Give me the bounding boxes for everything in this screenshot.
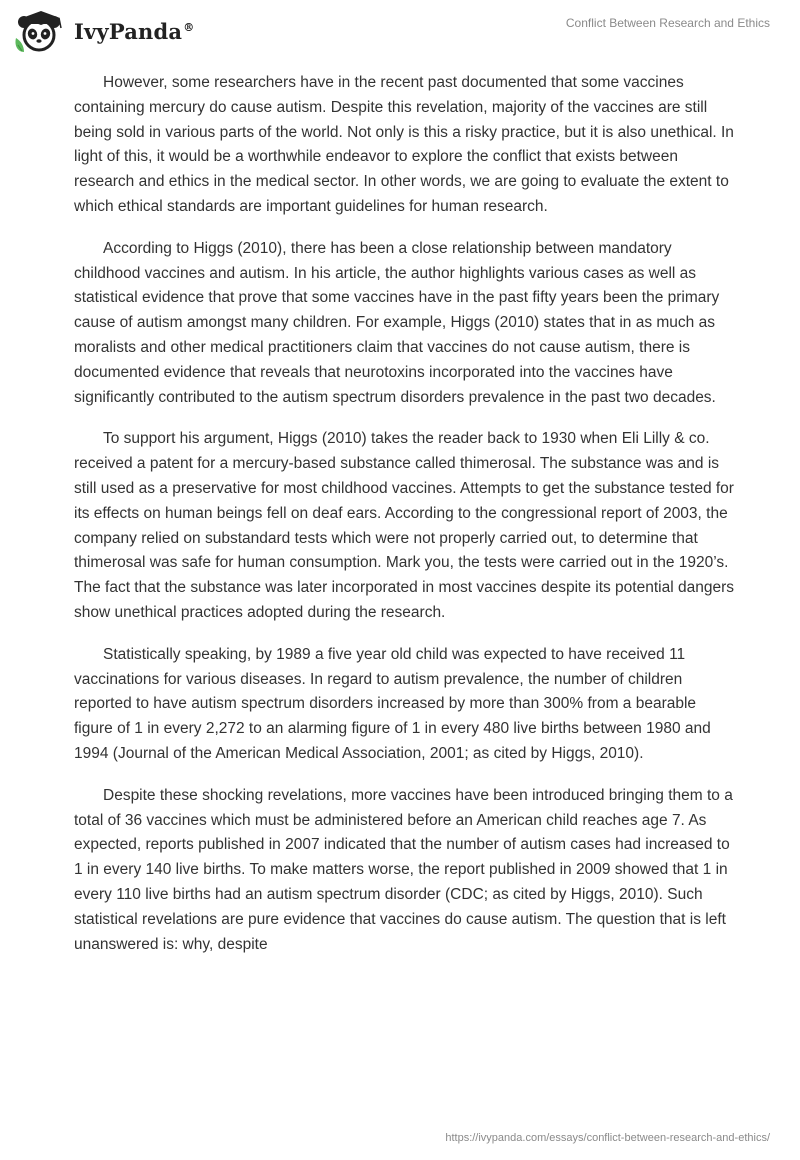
paragraph-1: However, some researchers have in the recent past documented that some vaccines containing mercury do cause autism. Despite this revelation, majority of the vaccines are still being sold in various parts of the world. Not only is this a risky practice, but it is also unethical. In light of this, it would be a worthwhile endeavor to explore the conflict that exists between research and ethics in the medical sector. In other words, we are going to evaluate the extent to which ethical standards are important guidelines for human research. (74, 74, 734, 215)
paragraph-5: Despite these shocking revelations, more vaccines have been introduced bringing them to a total of 36 vaccines which must be administered before an American child reaches age 7. As expected, reports published in 2007 indicated that the number of autism cases had increased to 1 in every 140 live births. To make matters worse, the report published in 2009 showed that 1 in every 110 live births had an autism spectrum disorder (CDC; as cited by Higgs, 2010). Such statistical revelations are pure evidence that vaccines do cause autism. The question that is left unanswered is: why, despite (74, 786, 733, 953)
brand-name: IvyPanda® (74, 18, 195, 44)
ivypanda-logo[interactable] (14, 8, 194, 54)
page-header (0, 0, 800, 60)
paragraph-4: Statistically speaking, by 1989 a five year old child was expected to have received 11 vaccinations for various diseases. In regard to autism prevalence, the number of children reported to have autism spectrum disorders increased by more than 300% from a bearable figure of 1 in every 2,272 to an alarming figure of 1 in every 480 live births between 1980 and 1994 (Journal of the American Medical Association, 2001; as cited by Higgs, 2010). (74, 645, 711, 762)
source-url[interactable]: https://ivypanda.com/essays/conflict-between-research-and-ethics/ (445, 1132, 770, 1144)
paragraph-2: According to Higgs (2010), there has been a close relationship between mandatory childhood vaccines and autism. In his article, the author highlights various cases as well as statistical evidence that prove that some vaccines have in the past fifty years been the primary cause of autism amongst many children. For example, Higgs (2010) states that in as much as moralists and other medical practitioners claim that vaccines do not cause autism, there is documented evidence that reveals that neurotoxins incorporated into the vaccines have significantly contributed to the autism spectrum disorders prevalence in the past two decades. (74, 239, 720, 406)
panda-graduate-icon (14, 8, 68, 54)
registered-mark: ® (183, 20, 195, 34)
document-title: Conflict Between Research and Ethics (565, 16, 770, 30)
article-body (74, 71, 734, 974)
paragraph-3: To support his argument, Higgs (2010) takes the reader back to 1930 when Eli Lilly & co. received a patent for a mercury-based substance called thimerosal. The substance was and is still used as a preservative for most childhood vaccines. Attempts to get the substance tested for its effects on human beings fell on deaf ears. According to the congressional report of 2003, the company relied on substandard tests which were not properly carried out, to determine that thimerosal was safe for human consumption. Mark you, the tests were carried out in the 1920’s. The fact that the substance was later incorporated in most vaccines despite its potential dangers show unethical practices adopted during the research. (74, 430, 734, 621)
